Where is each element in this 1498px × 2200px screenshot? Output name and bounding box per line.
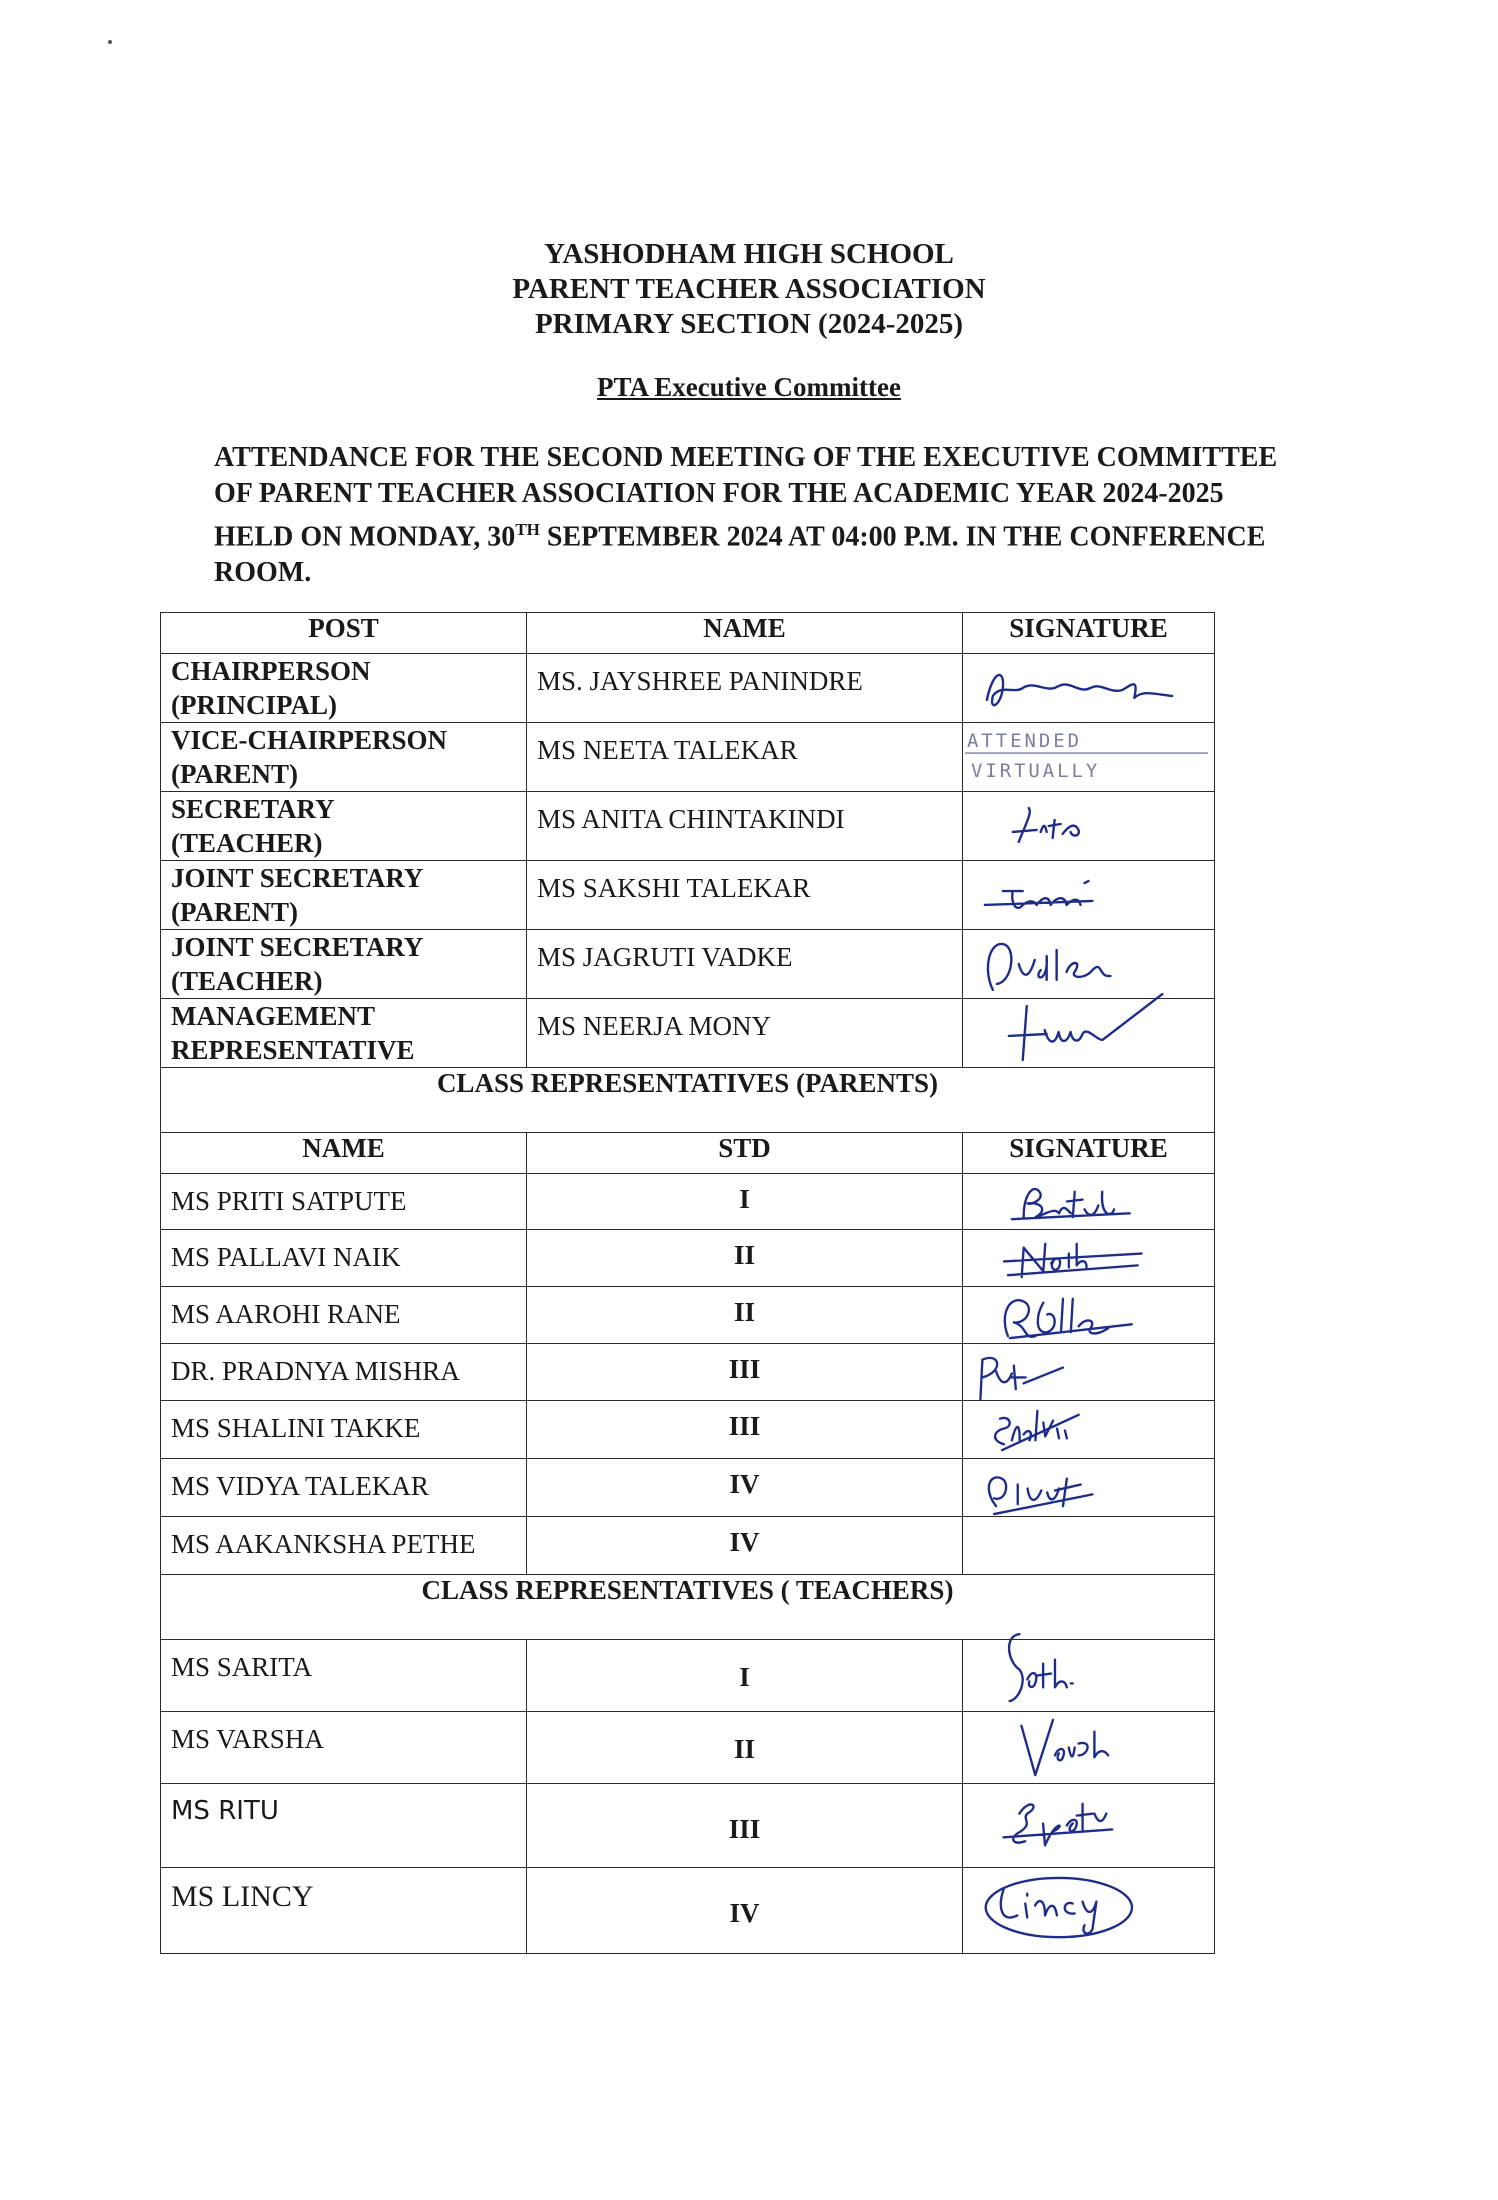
signature-mark [963, 999, 1214, 1067]
std-cell: IV [527, 1517, 963, 1575]
std-cell: III [527, 1784, 963, 1868]
signature-cell [963, 1459, 1215, 1517]
signature-cell [963, 1868, 1215, 1954]
name-cell: MS SHALINI TAKKE [161, 1401, 527, 1459]
teacher-row [161, 1712, 1215, 1784]
school-name: YASHODHAM HIGH SCHOOL [544, 238, 954, 270]
signature-cell [963, 1174, 1215, 1230]
svg-text:VIRTUALLY: VIRTUALLY [970, 759, 1101, 782]
signature-cell [963, 930, 1215, 999]
signature-cell [963, 1640, 1215, 1712]
teacher-row [161, 1868, 1215, 1954]
signature-cell [963, 999, 1215, 1068]
std-cell: I [527, 1174, 963, 1230]
parents-section-title: CLASS REPRESENTATIVES (PARENTS) [161, 1068, 1215, 1133]
std-cell: IV [527, 1459, 963, 1517]
association-name: PARENT TEACHER ASSOCIATION [512, 273, 986, 305]
name-cell: MS NEERJA MONY [527, 999, 963, 1068]
post-cell: MANAGEMENT REPRESENTATIVE [161, 999, 527, 1068]
signature-mark [963, 1174, 1214, 1229]
parent-row [161, 1344, 1215, 1401]
signature-mark [963, 654, 1214, 722]
name-cell: MS PRITI SATPUTE [161, 1174, 527, 1230]
post-cell: SECRETARY (TEACHER) [161, 792, 527, 861]
scan-speck [108, 40, 112, 44]
meeting-description: ATTENDANCE FOR THE SECOND MEETING OF THE EXECUTIVE COMMITTEE OF PARENT TEACHER ASSOCIATION FOR THE ACADEMIC YEAR 2024-2025 HELD ON MONDAY, 30TH SEPTEMBER 2024 AT 04:00 P.M. IN THE CONFERENCE ROOM. [214, 442, 1278, 589]
executive-row [161, 792, 1215, 861]
parent-row [161, 1517, 1215, 1575]
signature-header: SIGNATURE [963, 613, 1215, 654]
parents-header-row [161, 1133, 1215, 1174]
signature-mark [963, 1230, 1214, 1286]
name-cell: MS VARSHA [161, 1712, 527, 1784]
signature-mark [963, 1401, 1214, 1458]
name-header: NAME [161, 1133, 527, 1174]
signature-cell [963, 1344, 1215, 1401]
std-cell: II [527, 1712, 963, 1784]
signature-cell [963, 723, 1215, 792]
signature-cell [963, 1230, 1215, 1287]
parent-row [161, 1459, 1215, 1517]
name-cell: MS SAKSHI TALEKAR [527, 861, 963, 930]
signature-mark [963, 1287, 1214, 1343]
signature-cell [963, 1712, 1215, 1784]
virtual-attendance-note [963, 723, 1214, 791]
post-cell: CHAIRPERSON (PRINCIPAL) [161, 654, 527, 723]
executive-row [161, 861, 1215, 930]
post-cell: JOINT SECRETARY (TEACHER) [161, 930, 527, 999]
teacher-row [161, 1640, 1215, 1712]
teachers-section-title: CLASS REPRESENTATIVES ( TEACHERS) [161, 1575, 1215, 1640]
signature-cell [963, 861, 1215, 930]
name-cell: MS RITU [161, 1784, 527, 1868]
std-cell: II [527, 1287, 963, 1344]
signature-mark [963, 1784, 1214, 1867]
name-cell: MS ANITA CHINTAKINDI [527, 792, 963, 861]
std-cell: III [527, 1401, 963, 1459]
signature-mark [963, 1712, 1214, 1783]
executive-row [161, 999, 1215, 1068]
signature-mark [963, 1344, 1214, 1400]
section-name: PRIMARY SECTION (2024-2025) [534, 308, 964, 340]
std-cell: IV [527, 1868, 963, 1954]
executive-row [161, 723, 1215, 792]
name-cell: MS NEETA TALEKAR [527, 723, 963, 792]
std-cell: II [527, 1230, 963, 1287]
signature-mark [963, 1640, 1214, 1711]
attendance-table [160, 612, 1215, 1954]
signature-cell [963, 1517, 1215, 1575]
name-cell: MS LINCY [161, 1868, 527, 1954]
signature-cell [963, 654, 1215, 723]
teacher-row [161, 1784, 1215, 1868]
executive-row [161, 930, 1215, 999]
signature-cell [963, 1784, 1215, 1868]
parent-row [161, 1287, 1215, 1344]
std-cell: III [527, 1344, 963, 1401]
signature-cell [963, 1401, 1215, 1459]
name-cell: MS. JAYSHREE PANINDRE [527, 654, 963, 723]
name-cell: MS PALLAVI NAIK [161, 1230, 527, 1287]
signature-mark [963, 792, 1214, 860]
parents-section-row [161, 1068, 1215, 1133]
parent-row [161, 1401, 1215, 1459]
std-cell: I [527, 1640, 963, 1712]
name-cell: DR. PRADNYA MISHRA [161, 1344, 527, 1401]
parent-row [161, 1230, 1215, 1287]
svg-text:ATTENDED: ATTENDED [966, 730, 1082, 753]
name-cell: MS AAROHI RANE [161, 1287, 527, 1344]
signature-mark [963, 1459, 1214, 1516]
post-cell: JOINT SECRETARY (PARENT) [161, 861, 527, 930]
name-cell: MS VIDYA TALEKAR [161, 1459, 527, 1517]
name-cell: MS AAKANKSHA PETHE [161, 1517, 527, 1575]
signature-mark [963, 861, 1214, 929]
signature-mark [963, 930, 1214, 998]
executive-row [161, 654, 1215, 723]
signature-cell [963, 1287, 1215, 1344]
post-header: POST [161, 613, 527, 654]
std-header: STD [527, 1133, 963, 1174]
name-cell: MS SARITA [161, 1640, 527, 1712]
signature-header: SIGNATURE [963, 1133, 1215, 1174]
name-cell: MS JAGRUTI VADKE [527, 930, 963, 999]
teachers-section-row [161, 1575, 1215, 1640]
signature-cell [963, 792, 1215, 861]
name-header: NAME [527, 613, 963, 654]
post-cell: VICE-CHAIRPERSON (PARENT) [161, 723, 527, 792]
signature-mark [963, 1868, 1214, 1953]
parent-row [161, 1174, 1215, 1230]
committee-title: PTA Executive Committee [597, 372, 901, 402]
executive-header-row [161, 613, 1215, 654]
